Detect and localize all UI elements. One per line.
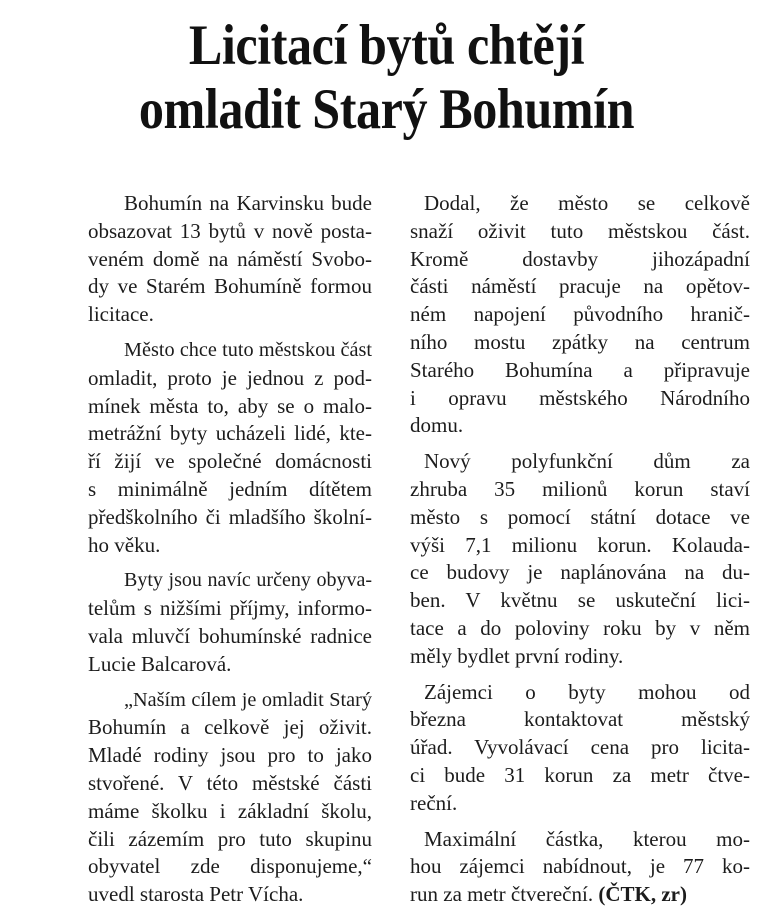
headline-line: Licitací bytů chtějí <box>188 14 585 77</box>
text-line: ce budovy je naplánována na du- <box>410 560 750 585</box>
text-line: stvořené. V této městské části <box>88 770 372 795</box>
text-line: hou zájemci nabídnout, je 77 ko- <box>410 854 750 879</box>
text-line: tace a do poloviny roku by v něm <box>410 615 750 640</box>
paragraph <box>410 826 750 909</box>
text-line: Lucie Balcarová. <box>88 651 232 676</box>
paragraph <box>88 687 372 909</box>
paragraph <box>410 448 750 670</box>
text-line: run za metr čtvereční. <box>410 882 594 907</box>
text-line: veném domě na náměstí Svobo- <box>88 246 372 271</box>
text-line: měly bydlet první rodiny. <box>410 643 624 668</box>
text-line: zhruba 35 milionů korun staví <box>410 476 750 501</box>
text-line: ního mostu zpátky na centrum <box>410 329 750 354</box>
text-line: ho věku. <box>88 532 161 557</box>
article-headline <box>46 14 726 142</box>
text-line: domu. <box>410 413 464 438</box>
text-line: ci bude 31 korun za metr čtve- <box>410 762 750 787</box>
text-line: Město chce tuto městskou část <box>124 338 372 361</box>
text-line: čili zázemím pro tuto skupinu <box>88 826 372 851</box>
text-line: Byty jsou navíc určeny obyva- <box>124 569 372 592</box>
text-line: předškolního či mladšího školní- <box>88 504 372 529</box>
paragraph <box>410 190 750 440</box>
closing-line <box>410 881 750 909</box>
text-line: „Naším cílem je omladit Starý <box>124 688 372 711</box>
text-line: obyvatel zde disponujeme,“ <box>88 854 372 879</box>
text-line: Kromě dostavby jihozápadní <box>410 246 750 271</box>
text-line: i opravu městského Národního <box>410 385 750 410</box>
text-line: město s pomocí státní dotace ve <box>410 504 750 529</box>
text-line: uvedl starosta Petr Vícha. <box>88 882 304 907</box>
text-line: máme školku i základní školu, <box>88 798 372 823</box>
text-line: licitace. <box>88 302 154 327</box>
right-column <box>410 190 750 917</box>
text-line: ném napojení původního hranič- <box>410 302 750 327</box>
text-line: Dodal, že město se celkově <box>424 191 750 215</box>
paragraph <box>88 337 372 559</box>
text-line: mínek města to, aby se o malo- <box>88 393 372 418</box>
text-line: ří žijí ve společné domácnosti <box>88 449 372 474</box>
text-line: omladit, proto je jednou z pod- <box>88 365 372 390</box>
text-line: obsazovat 13 bytů v nově posta- <box>88 218 372 243</box>
text-line: metrážní byty ucházeli lidé, kte- <box>88 421 372 446</box>
text-line: března kontaktovat městský <box>410 707 750 732</box>
left-column <box>88 190 372 917</box>
text-line: reční. <box>410 790 458 815</box>
text-line: Maximální částka, kterou mo- <box>424 826 750 851</box>
text-line: snaží oživit tuto městskou část. <box>410 218 750 243</box>
text-line: úřad. Vyvolávací cena pro licita- <box>410 735 750 760</box>
text-line: Bohumín na Karvinsku bude <box>124 191 372 215</box>
text-line: ben. V květnu se uskuteční lici- <box>410 588 750 613</box>
text-line: s minimálně jedním dítětem <box>88 476 372 501</box>
paragraph <box>88 567 372 678</box>
text-line: výši 7,1 milionu korun. Kolauda- <box>410 532 750 557</box>
paragraph <box>88 190 372 329</box>
paragraph <box>410 679 750 818</box>
text-line: Starého Bohumína a připravuje <box>410 357 750 382</box>
text-line: Zájemci o byty mohou od <box>424 679 750 704</box>
byline: (ČTK, zr) <box>598 882 687 907</box>
text-line: dy ve Starém Bohumíně formou <box>88 274 372 299</box>
headline-line: omladit Starý Bohumín <box>138 78 635 141</box>
text-line: Bohumín a celkově jej oživit. <box>88 715 372 740</box>
text-line: vala mluvčí bohumínské radnice <box>88 623 372 648</box>
text-line: části náměstí pracuje na opětov- <box>410 274 750 299</box>
text-line: telům s nižšími příjmy, informo- <box>88 596 372 621</box>
text-line: Nový polyfunkční dům za <box>424 449 750 474</box>
text-line: Mladé rodiny jsou pro to jako <box>88 743 372 768</box>
